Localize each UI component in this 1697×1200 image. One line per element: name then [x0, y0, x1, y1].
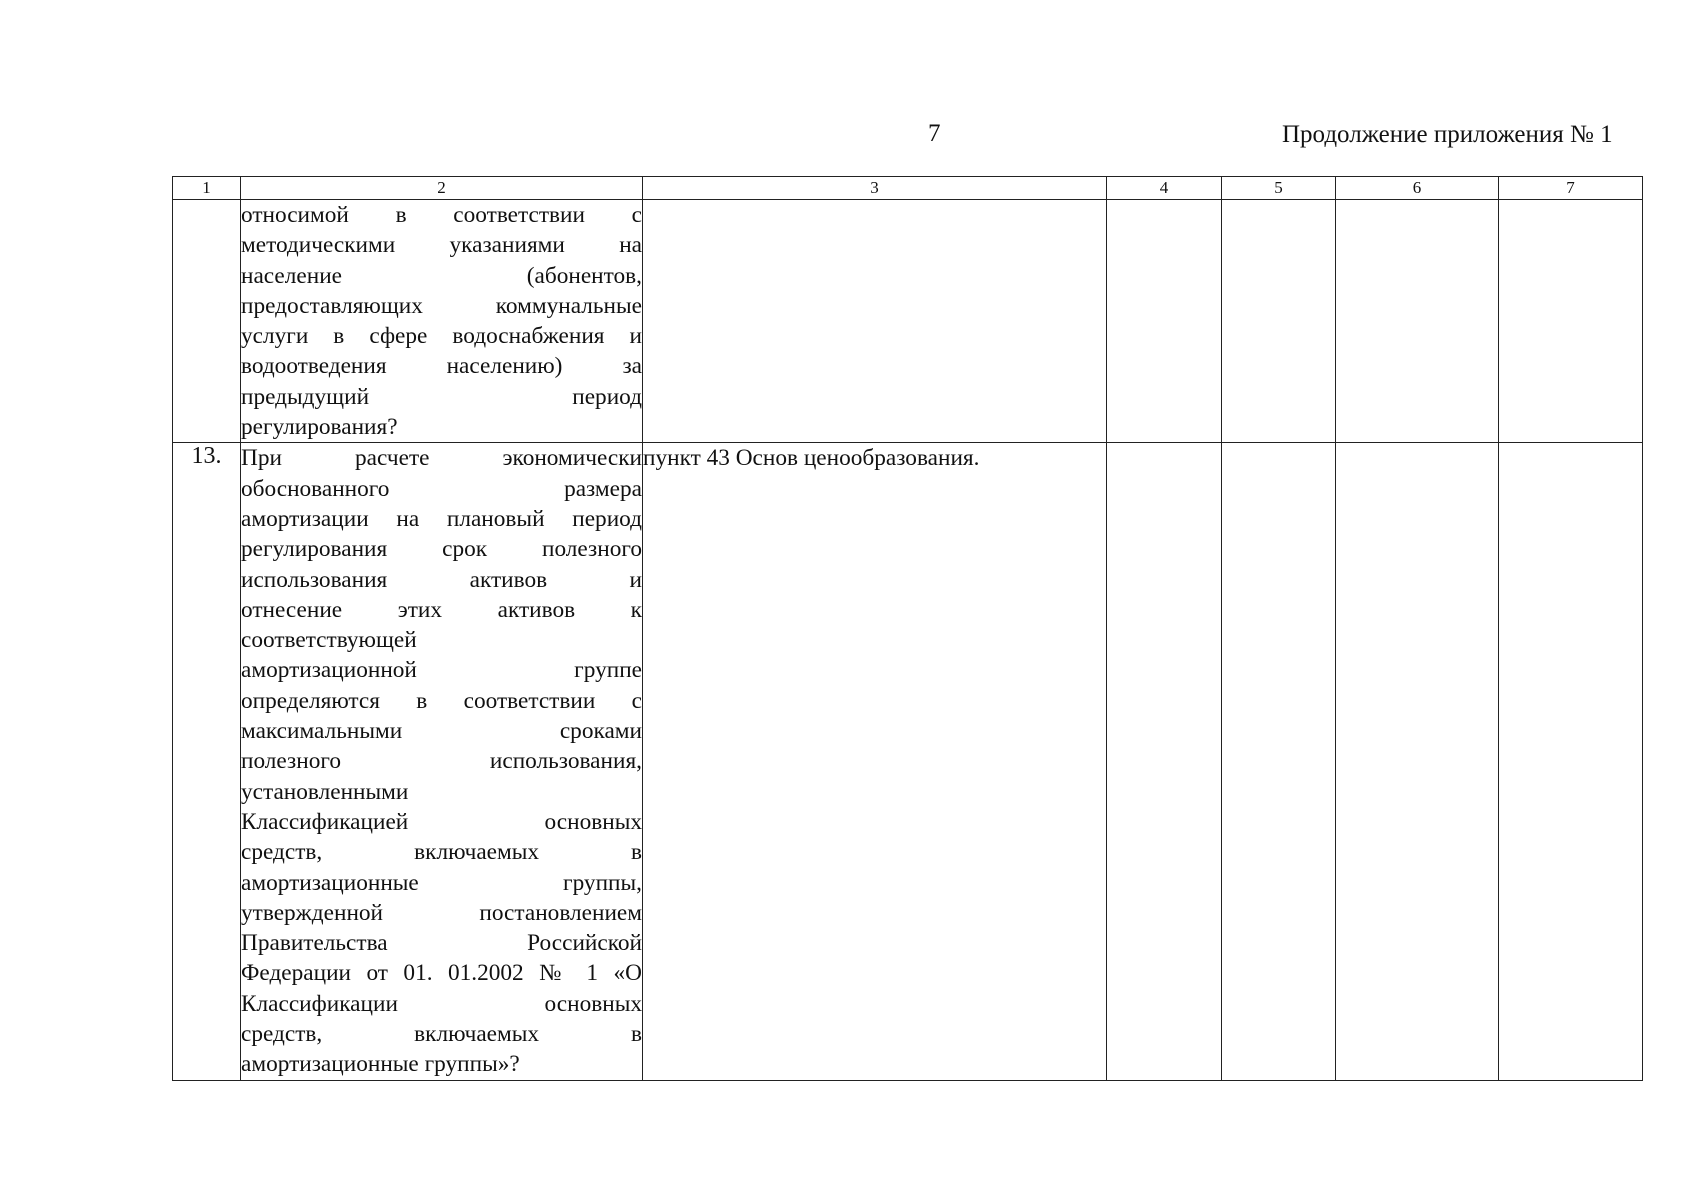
question-cell: [241, 443, 643, 1080]
column-header-6: 6: [1336, 177, 1499, 200]
question-text-line: максимальными сроками: [241, 718, 642, 745]
question-text-line: утвержденной постановлением: [241, 899, 642, 926]
question-text-line: методическими указаниями на: [241, 232, 642, 259]
column-4-cell: [1107, 443, 1222, 1080]
question-text-line: регулирования?: [241, 414, 398, 441]
row-number-cell: 13.: [173, 443, 241, 1080]
column-header-4: 4: [1107, 177, 1222, 200]
column-4-cell: [1107, 200, 1222, 443]
column-header-3: 3: [643, 177, 1107, 200]
table-header-row: [173, 177, 1643, 200]
reference-cell: пункт 43 Основ ценообразования.: [643, 443, 1107, 1080]
table-row: [173, 200, 1643, 443]
question-text-line: население (абонентов,: [241, 262, 642, 289]
question-text-line: отнесение этих активов к: [241, 596, 642, 623]
question-text-line: Классификацией основных: [241, 808, 642, 835]
column-5-cell: [1222, 200, 1336, 443]
column-6-cell: [1336, 200, 1499, 443]
column-header-2: 2: [241, 177, 643, 200]
question-text-line: предыдущий период: [241, 383, 642, 410]
question-text-line: предоставляющих коммунальные: [241, 292, 642, 319]
question-text-line: амортизационные группы»?: [241, 1051, 520, 1078]
question-text-line: амортизации на плановый период: [241, 505, 642, 532]
question-cell: [241, 200, 643, 443]
question-text-line: амортизационной группе: [241, 657, 642, 684]
question-text-line: При расчете экономически: [241, 445, 642, 472]
table-row: [173, 443, 1643, 1080]
question-text-line: средств, включаемых в: [241, 839, 642, 866]
question-text-line: полезного использования,: [241, 748, 642, 775]
question-text-line: Классификации основных: [241, 990, 642, 1017]
column-header-5: 5: [1222, 177, 1336, 200]
question-text-line: регулирования срок полезного: [241, 536, 642, 563]
question-text-line: установленными: [241, 778, 409, 805]
question-text-line: соответствующей: [241, 627, 417, 654]
question-text-line: определяются в соответствии с: [241, 687, 642, 714]
question-text-line: водоотведения населению) за: [241, 353, 642, 380]
question-text-line: обоснованного размера: [241, 475, 642, 502]
question-text-line: амортизационные группы,: [241, 869, 642, 896]
question-text-line: относимой в соответствии с: [241, 202, 642, 228]
row-number-cell: [173, 200, 241, 443]
appendix-continuation-title: Продолжение приложения № 1: [1282, 121, 1613, 148]
requirements-table: [172, 176, 1643, 1081]
column-7-cell: [1499, 443, 1643, 1080]
question-text-line: средств, включаемых в: [241, 1021, 642, 1048]
column-header-7: 7: [1499, 177, 1643, 200]
question-text-line: Правительства Российской: [241, 930, 642, 957]
column-5-cell: [1222, 443, 1336, 1080]
question-text-line: услуги в сфере водоснабжения и: [241, 323, 642, 350]
column-6-cell: [1336, 443, 1499, 1080]
reference-cell: [643, 200, 1107, 443]
column-7-cell: [1499, 200, 1643, 443]
question-text-line: использования активов и: [241, 566, 642, 593]
column-header-1: 1: [173, 177, 241, 200]
page-number: 7: [928, 120, 941, 147]
question-text-line: Федерации от 01. 01.2002 № 1 «О: [241, 960, 642, 987]
